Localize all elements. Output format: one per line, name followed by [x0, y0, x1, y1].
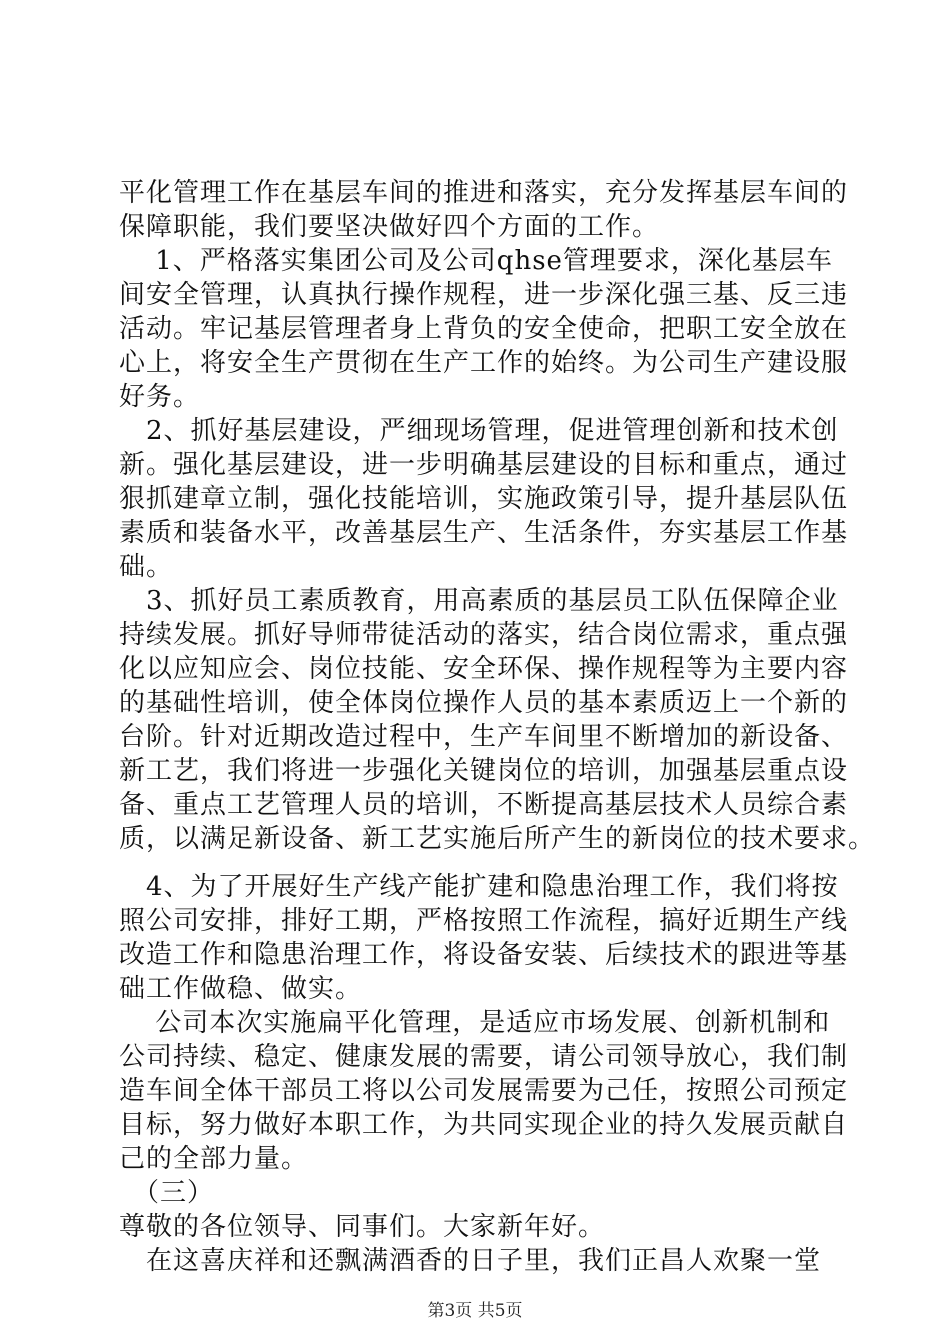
text-line: 备、重点工艺管理人员的培训，不断提高基层技术人员综合素 [119, 790, 849, 820]
text-line: 改造工作和隐患治理工作，将设备安装、后续技术的跟进等基 [119, 940, 849, 970]
text-line: 好务。 [119, 382, 201, 412]
text-line: 心上，将安全生产贯彻在生产工作的始终。为公司生产建设服 [119, 348, 849, 378]
text-line: 新工艺，我们将进一步强化关键岗位的培训，加强基层重点设 [119, 756, 849, 786]
text-line: 1、严格落实集团公司及公司qhse管理要求，深化基层车 [119, 246, 833, 276]
text-line: 平化管理工作在基层车间的推进和落实，充分发挥基层车间的 [119, 178, 849, 208]
text-line: 造车间全体干部员工将以公司发展需要为己任，按照公司预定 [119, 1076, 849, 1106]
text-line: 持续发展。抓好导师带徒活动的落实，结合岗位需求，重点强 [119, 620, 849, 650]
text-line: 质，以满足新设备、新工艺实施后所产生的新岗位的技术要求。 [119, 824, 876, 854]
text-line: 3、抓好员工素质教育，用高素质的基层员工队伍保障企业 [119, 586, 839, 616]
text-line: 己的全部力量。 [119, 1144, 309, 1174]
text-line: 公司本次实施扁平化管理，是适应市场发展、创新机制和 [119, 1008, 831, 1038]
text-line: 目标，努力做好本职工作，为共同实现企业的持久发展贡献自 [119, 1110, 849, 1140]
text-line: 新。强化基层建设，进一步明确基层建设的目标和重点，通过 [119, 450, 849, 480]
text-line: 在这喜庆祥和还飘满酒香的日子里，我们正昌人欢聚一堂 [119, 1246, 822, 1276]
text-line: 活动。牢记基层管理者身上背负的安全使命，把职工安全放在 [119, 314, 849, 344]
text-line: 尊敬的各位领导、同事们。大家新年好。 [119, 1212, 606, 1242]
text-line: 台阶。针对近期改造过程中，生产车间里不断增加的新设备、 [119, 722, 849, 752]
text-line: 素质和装备水平，改善基层生产、生活条件，夯实基层工作基 [119, 518, 849, 548]
text-line: 2、抓好基层建设，严细现场管理，促进管理创新和技术创 [119, 416, 839, 446]
text-line: 的基础性培训，使全体岗位操作人员的基本素质迈上一个新的 [119, 688, 849, 718]
text-line: 公司持续、稳定、健康发展的需要，请公司领导放心，我们制 [119, 1042, 849, 1072]
text-line: 础。 [119, 552, 174, 582]
text-line: 保障职能，我们要坚决做好四个方面的工作。 [119, 212, 660, 242]
page-number-footer: 第3页 共5页 [427, 1301, 523, 1321]
text-line: 化以应知应会、岗位技能、安全环保、操作规程等为主要内容 [119, 654, 849, 684]
section-heading: （三） [119, 1178, 215, 1208]
text-line: 4、为了开展好生产线产能扩建和隐患治理工作，我们将按 [119, 872, 839, 902]
text-line: 照公司安排，排好工期，严格按照工作流程，搞好近期生产线 [119, 906, 849, 936]
text-line: 狠抓建章立制，强化技能培训，实施政策引导，提升基层队伍 [119, 484, 849, 514]
text-line: 间安全管理，认真执行操作规程，进一步深化强三基、反三违 [119, 280, 849, 310]
text-line: 础工作做稳、做实。 [119, 974, 363, 1004]
